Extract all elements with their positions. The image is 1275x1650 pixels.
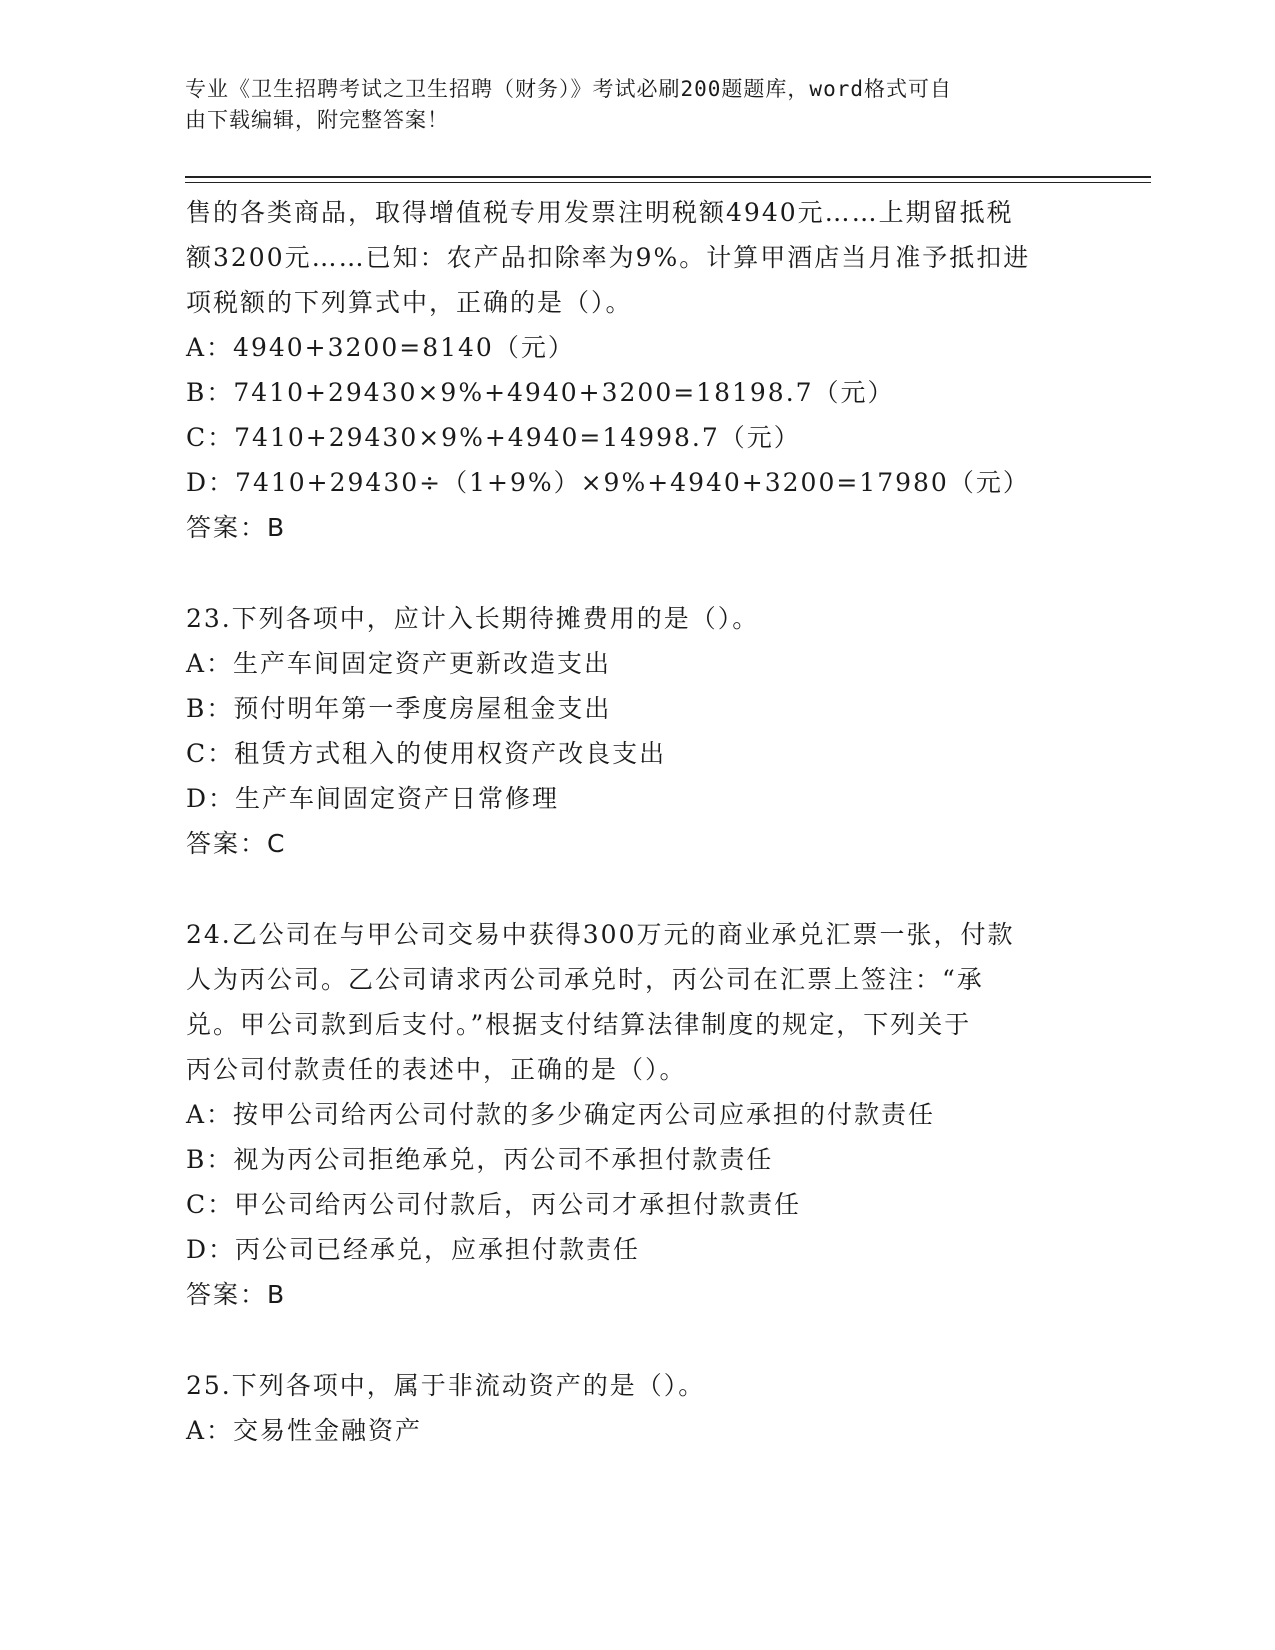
question-stem-line: 丙公司付款责任的表述中，正确的是（）。 (186, 1055, 687, 1084)
question-list (186, 190, 1086, 1453)
question-23 (186, 596, 1086, 866)
option-a: A：4940+3200=8140（元） (186, 333, 575, 362)
option-c: C：甲公司给丙公司付款后，丙公司才承担付款责任 (186, 1190, 802, 1219)
option-c: C：租赁方式租入的使用权资产改良支出 (186, 739, 667, 768)
document-header (185, 74, 1065, 136)
question-stem-line: 人为丙公司。乙公司请求丙公司承兑时，丙公司在汇票上签注：“承 (186, 965, 984, 994)
question-stem-line: 25.下列各项中，属于非流动资产的是（）。 (186, 1371, 706, 1400)
option-a: A：交易性金融资产 (186, 1416, 423, 1445)
header-divider-thin (185, 182, 1151, 183)
option-b: B：预付明年第一季度房屋租金支出 (186, 694, 612, 723)
option-b: B：视为丙公司拒绝承兑，丙公司不承担付款责任 (186, 1145, 774, 1174)
option-c: C：7410+29430×9%+4940=14998.7（元） (186, 423, 801, 452)
question-22 (186, 190, 1086, 550)
option-d: D：生产车间固定资产日常修理 (186, 784, 560, 813)
question-stem-line: 23.下列各项中，应计入长期待摊费用的是（）。 (186, 604, 760, 633)
option-b: B：7410+29430×9%+4940+3200=18198.7（元） (186, 378, 895, 407)
question-stem-line: 24.乙公司在与甲公司交易中获得300万元的商业承兑汇票一张，付款 (186, 920, 1015, 949)
header-divider-thick (185, 176, 1151, 178)
question-stem-line: 兑。甲公司款到后支付。”根据支付结算法律制度的规定，下列关于 (186, 1010, 972, 1039)
header-line-2: 由下载编辑，附完整答案！ (185, 108, 449, 132)
option-d: D：丙公司已经承兑，应承担付款责任 (186, 1235, 641, 1264)
question-24 (186, 912, 1086, 1317)
option-a: A：按甲公司给丙公司付款的多少确定丙公司应承担的付款责任 (186, 1100, 936, 1129)
question-stem-line: 额3200元……已知：农产品扣除率为9%。计算甲酒店当月准予抵扣进 (186, 243, 1031, 272)
question-25 (186, 1363, 1086, 1453)
option-a: A：生产车间固定资产更新改造支出 (186, 649, 612, 678)
question-stem-line: 项税额的下列算式中，正确的是（）。 (186, 288, 633, 317)
answer-line: 答案：C (186, 829, 287, 858)
question-stem-line: 售的各类商品，取得增值税专用发票注明税额4940元……上期留抵税 (186, 198, 1014, 227)
option-d: D：7410+29430÷（1+9%）×9%+4940+3200=17980（元） (186, 468, 1030, 497)
header-line-1: 专业《卫生招聘考试之卫生招聘（财务）》考试必刷200题题库，word格式可自 (185, 77, 952, 101)
answer-line: 答案：B (186, 1280, 287, 1309)
answer-line: 答案：B (186, 513, 287, 542)
